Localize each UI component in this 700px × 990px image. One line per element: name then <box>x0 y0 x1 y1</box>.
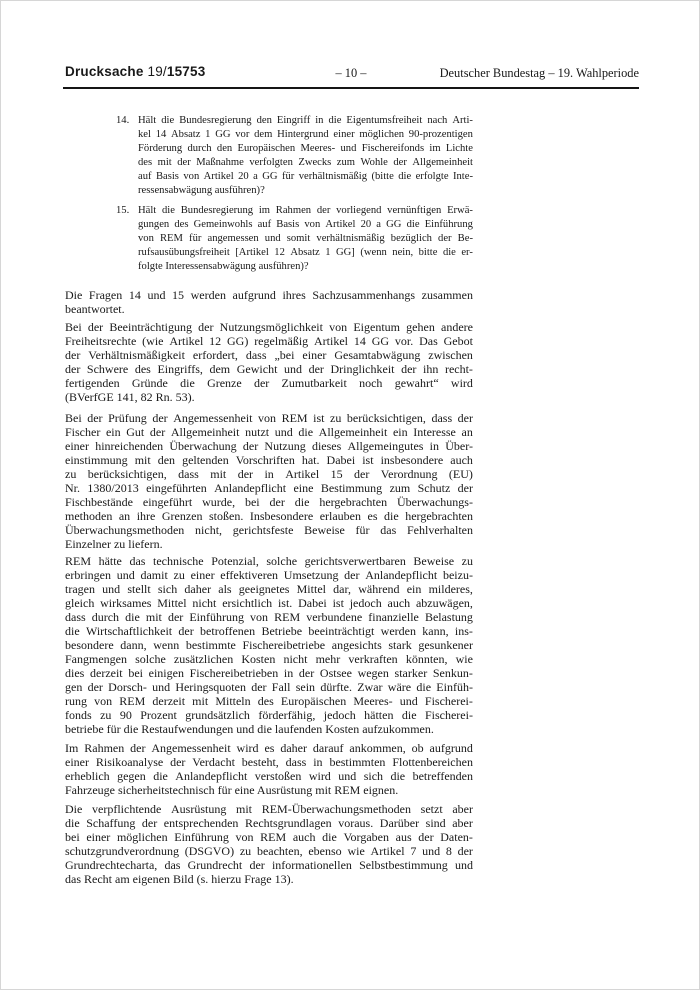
text-line: der Verhältnismäßigkeit erfordert, dass „bei einer Gesamtabwägung zwischen <box>65 348 473 362</box>
text-line: ressensabwägung ausführen)? <box>138 185 265 196</box>
text-line: bei einer möglichen Einführung von REM auch die Vorgaben aus der Daten- <box>65 830 473 844</box>
question-item <box>65 204 473 274</box>
text-line: auf Basis von Artikel 20 a GG für verhältnismäßig (bitte die erfolgte Inte- <box>138 171 473 182</box>
answer-paragraph <box>65 741 473 797</box>
text-line: das Recht am eigenen Bild (s. hierzu Frage 13). <box>65 872 294 886</box>
answer-paragraphs <box>65 288 473 886</box>
document-label: Drucksache <box>65 64 144 79</box>
text-line: Einzelner zu liefern. <box>65 537 163 551</box>
text-line: kel 14 Absatz 1 GG vor dem Hintergrund einer möglichen 90-prozentigen <box>138 129 473 140</box>
text-line: beantwortet. <box>65 302 125 316</box>
text-line: dass durch die mit der Einführung von REM verbundene finanzielle Belastung <box>65 610 473 624</box>
text-line: Nr. 1380/2013 eingeführten Anlandepflicht eine Bestimmung zum Schutz der <box>65 481 473 495</box>
text-line: gleich wirksames Mittel nicht ersichtlich ist. Dabei ist jedoch auch abzuwägen, <box>65 596 473 610</box>
question-item <box>65 114 473 198</box>
question-text <box>138 204 473 274</box>
answer-paragraph <box>65 411 473 551</box>
text-line: Bei der Beeinträchtigung der Nutzungsmöglichkeit von Eigentum gehen andere <box>65 320 473 334</box>
text-line: von REM für angemessen und somit verhältnismäßig bezüglich der Be- <box>138 233 473 244</box>
text-line: Die verpflichtende Ausrüstung mit REM-Überwachungsmethoden setzt aber <box>65 802 473 816</box>
header-rule <box>63 87 639 89</box>
text-line: fertigenden Gründe die Grenze der Zumutbarkeit noch gewahrt“ wird <box>65 376 473 390</box>
answer-paragraph <box>65 288 473 316</box>
document-number-value: 15753 <box>166 64 206 79</box>
text-line: Hält die Bundesregierung den Eingriff in die Eigentumsfreiheit nach Arti- <box>138 115 473 126</box>
text-line: gen der Dorsch- und Heringsquoten der Fall sein dürfte. Zwar wäre die Einfüh- <box>65 680 473 694</box>
text-line: methoden an ihre Grenzen stoßen. Insbesondere erlauben es die hergebrachten <box>65 509 473 523</box>
text-line: Fischer ein Gut der Allgemeinheit nutzt und die Allgemeinheit ein Interesse an <box>65 425 473 439</box>
text-line: Grundrechtecharta, das Grundrecht der informationellen Selbstbestimmung und <box>65 858 473 872</box>
text-line: zu berücksichtigen, dass mit der in Artikel 15 der Verordnung (EU) <box>65 467 473 481</box>
text-line: Fahrzeuge sicherheitstechnisch für eine Ausrüstung mit REM eignen. <box>65 783 399 797</box>
page-header <box>63 64 639 82</box>
text-line: schutzgrundverordnung (DSGVO) zu beachten, ebenso wie Artikel 7 und 8 der <box>65 844 473 858</box>
text-line: tragen und stellt sich daher als geeignetes Mittel dar, während ein milderes, <box>65 582 473 596</box>
text-line: Die Fragen 14 und 15 werden aufgrund ihres Sachzusammenhangs zusammen <box>65 288 473 302</box>
text-line: fonds zu 90 Prozent grundsätzlich förderfähig, jedoch hätten die Fischerei- <box>65 708 473 722</box>
text-line: einstimmung mit den geltenden Vorschriften hat. Dabei ist insbesondere auch <box>65 453 473 467</box>
text-line: Förderung durch den Europäischen Meeres- und Fischereifonds im Lichte <box>138 143 473 154</box>
page-number: – 10 – <box>335 66 367 80</box>
document-number-prefix: 19/ <box>147 64 167 79</box>
text-line: gungen des Gemeinwohls auf Basis von Artikel 20 a GG die Einführung <box>138 219 473 230</box>
text-line: Fangmengen solche zusätzlichen Kosten nicht mehr verkraften könnten, wie <box>65 652 473 666</box>
text-line: die Wirtschaftlichkeit der betroffenen Betriebe beeinträchtigt werden kann, ins- <box>65 624 473 638</box>
text-line: dies derzeit bei einigen Fischereibetrieben in der Ostsee wegen starker Senkun- <box>65 666 473 680</box>
text-line: Freiheitsrechte (wie Artikel 12 GG) regelmäßig Artikel 14 GG vor. Das Gebot <box>65 334 473 348</box>
text-line: rung von REM derzeit mit Mitteln des Europäischen Meeres- und Fischerei- <box>65 694 473 708</box>
text-line: erheblich gegen die Anlandepflicht verstoßen wird und sich die betreffenden <box>65 769 473 783</box>
document-body <box>65 107 473 886</box>
text-line: Im Rahmen der Angemessenheit wird es daher darauf ankommen, ob aufgrund <box>65 741 473 755</box>
text-line: des mit der Maßnahme verfolgten Zwecks zum Wohle der Allgemeinheit <box>138 157 473 168</box>
answer-paragraph <box>65 320 473 404</box>
text-line: (BVerfGE 141, 82 Rn. 53). <box>65 390 195 404</box>
text-line: Überwachungsmethoden nicht, gerichtsfeste Beweise für das Fehlverhalten <box>65 523 473 537</box>
text-line: besondere dann, wenn bestimmte Fischereibetriebe angesichts stark gesunkener <box>65 638 473 652</box>
text-line: folgte Interessensabwägung ausführen)? <box>138 261 309 272</box>
text-line: erbringen und damit zu einer effektiveren Umsetzung der Anlandepflicht beizu- <box>65 568 473 582</box>
text-line: einer Risikoanalyse der Verdacht besteht, dass in bestimmten Flottenbereichen <box>65 755 473 769</box>
text-line: Hält die Bundesregierung im Rahmen der vorliegend vernünftigen Erwä- <box>138 205 473 216</box>
text-line: Fischbestände eingeführt wurde, bei der die hergebrachten Überwachungs- <box>65 495 473 509</box>
answer-paragraph <box>65 554 473 736</box>
text-line: rufsausübungsfreiheit [Artikel 12 Absatz 1 GG] (wenn nein, bitte die er- <box>138 247 473 258</box>
header-right-text: Deutscher Bundestag – 19. Wahlperiode <box>439 66 639 80</box>
text-line: der Schwere des Eingriffs, dem Gewicht und der Dringlichkeit der ihn recht- <box>65 362 473 376</box>
question-number: 14. <box>116 115 130 126</box>
text-line: REM hätte das technische Potenzial, solche gerichtsverwertbaren Beweise zu <box>65 554 473 568</box>
text-line: die Schaffung der entsprechenden Rechtsgrundlagen voraus. Darüber sind aber <box>65 816 473 830</box>
question-text <box>138 114 473 198</box>
text-line: Bei der Prüfung der Angemessenheit von REM ist zu berücksichtigen, dass der <box>65 411 473 425</box>
text-line: einer hinreichenden Überwachung der Nutzung dieses Allgemeingutes in Über- <box>65 439 473 453</box>
question-number: 15. <box>116 205 130 216</box>
answer-paragraph <box>65 802 473 886</box>
text-line: betriebe für die Restaufwendungen und die laufenden Kosten aufzukommen. <box>65 722 434 736</box>
questions-list <box>65 114 473 274</box>
